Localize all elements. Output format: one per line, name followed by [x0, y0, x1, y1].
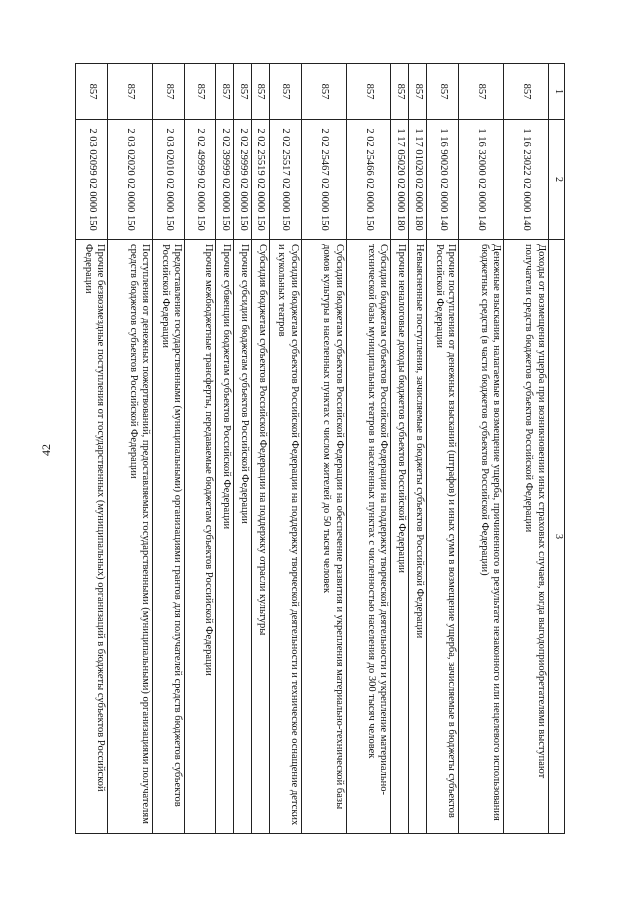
- table-row: [251, 64, 269, 834]
- table-row: [108, 64, 153, 834]
- table-row: [391, 64, 409, 834]
- admin-code-cell: 857: [459, 64, 504, 120]
- admin-code-cell: 857: [153, 64, 185, 120]
- revenue-name-cell: Денежные взыскания, налагаемые в возмещение ущерба, причиненного в результате незаконного или нецелевого использования бюджетных средств (в части бюджетов субъектов Российской Федерации): [459, 240, 504, 834]
- table-row: [234, 64, 252, 834]
- table-row: [76, 64, 108, 834]
- budget-code-cell: 1 16 90020 02 0000 140: [426, 120, 458, 240]
- admin-code-cell: 857: [426, 64, 458, 120]
- revenue-name-cell: Субсидии бюджетам субъектов Российской Федерации на поддержку творческой деятельности и укрепление материально-технической базы муниципальных театров в населенных пунктах с численностью населения до 300 тысяч человек: [346, 240, 391, 834]
- budget-code-cell: 2 03 02010 02 0000 150: [153, 120, 185, 240]
- admin-code-cell: 857: [409, 64, 427, 120]
- revenue-name-cell: Субсидии бюджетам субъектов Российской Федерации на обеспечение развития и укрепления материально-технической базы домов культуры в населенных пунктах с числом жителей до 50 тысяч человек: [301, 240, 346, 834]
- budget-code-cell: 2 02 25517 02 0000 150: [269, 120, 301, 240]
- table-row: [153, 64, 185, 834]
- header-cell-2: 2: [548, 120, 564, 240]
- table-header-row: [548, 64, 564, 834]
- table-row: [216, 64, 234, 834]
- revenue-name-cell: Прочие неналоговые доходы бюджетов субъектов Российской Федерации: [391, 240, 409, 834]
- revenue-name-cell: Предоставление государственными (муниципальными) организациями грантов для получателей средств бюджетов субъектов Российской Федерации: [153, 240, 185, 834]
- revenue-name-cell: Поступления от денежных пожертвований, предоставляемых государственными (муниципальными) организациями получателям средств бюджетов субъектов Российской Федерации: [108, 240, 153, 834]
- revenue-name-cell: Прочие межбюджетные трансферты, передаваемые бюджетам субъектов Российской Федерации: [185, 240, 216, 834]
- admin-code-cell: 857: [269, 64, 301, 120]
- rotated-table-container: [75, 63, 565, 833]
- budget-code-cell: 2 03 02020 02 0000 150: [108, 120, 153, 240]
- table-row: [346, 64, 391, 834]
- admin-code-cell: 857: [216, 64, 234, 120]
- table-row: [426, 64, 458, 834]
- table-row: [301, 64, 346, 834]
- table-body: [76, 64, 565, 834]
- budget-code-cell: 1 16 32000 02 0000 140: [459, 120, 504, 240]
- revenue-name-cell: Субсидии бюджетам субъектов Российской Федерации на поддержку творческой деятельности и техническое оснащение детских и кукольных театров: [269, 240, 301, 834]
- budget-code-cell: 2 02 25519 02 0000 150: [251, 120, 269, 240]
- budget-code-cell: 1 17 05020 02 0000 180: [391, 120, 409, 240]
- revenue-name-cell: Прочие субсидии бюджетам субъектов Российской Федерации: [234, 240, 252, 834]
- admin-code-cell: 857: [185, 64, 216, 120]
- admin-code-cell: 857: [346, 64, 391, 120]
- revenue-name-cell: Невыясненные поступления, зачисляемые в бюджеты субъектов Российской Федерации: [409, 240, 427, 834]
- table-row: [269, 64, 301, 834]
- admin-code-cell: 857: [108, 64, 153, 120]
- page-number: 42: [39, 444, 53, 456]
- table-row: [459, 64, 504, 834]
- budget-code-cell: 2 02 29999 02 0000 150: [234, 120, 252, 240]
- budget-code-cell: 2 02 39999 02 0000 150: [216, 120, 234, 240]
- budget-code-cell: 2 02 25466 02 0000 150: [346, 120, 391, 240]
- table-row: [503, 64, 548, 834]
- admin-code-cell: 857: [503, 64, 548, 120]
- revenue-name-cell: Прочие поступления от денежных взысканий (штрафов) и иных сумм в возмещение ущерба, зачисляемые в бюджеты субъектов Российской Федерации: [426, 240, 458, 834]
- budget-code-cell: 2 02 49999 02 0000 150: [185, 120, 216, 240]
- budget-code-cell: 2 02 25467 02 0000 150: [301, 120, 346, 240]
- admin-code-cell: 857: [251, 64, 269, 120]
- header-cell-3: 3: [548, 240, 564, 834]
- revenue-name-cell: Прочие безвозмездные поступления от государственных (муниципальных) организаций в бюджеты субъектов Российской Федерации: [76, 240, 108, 834]
- table-row: [185, 64, 216, 834]
- budget-code-cell: 1 17 01020 02 0000 180: [409, 120, 427, 240]
- budget-code-cell: 2 03 02099 02 0000 150: [76, 120, 108, 240]
- table-row: [409, 64, 427, 834]
- admin-code-cell: 857: [76, 64, 108, 120]
- header-cell-1: 1: [548, 64, 564, 120]
- budget-code-cell: 1 16 23022 02 0000 140: [503, 120, 548, 240]
- revenue-name-cell: Прочие субвенции бюджетам субъектов Российской Федерации: [216, 240, 234, 834]
- revenue-codes-table: [75, 63, 565, 834]
- revenue-name-cell: Доходы от возмещения ущерба при возникновении иных страховых случаев, когда выгодоприобретателями выступают получатели средств бюджетов субъектов Российской Федерации: [503, 240, 548, 834]
- admin-code-cell: 857: [301, 64, 346, 120]
- revenue-name-cell: Субсидия бюджетам субъектов Российской Федерации на поддержку отрасли культуры: [251, 240, 269, 834]
- admin-code-cell: 857: [234, 64, 252, 120]
- admin-code-cell: 857: [391, 64, 409, 120]
